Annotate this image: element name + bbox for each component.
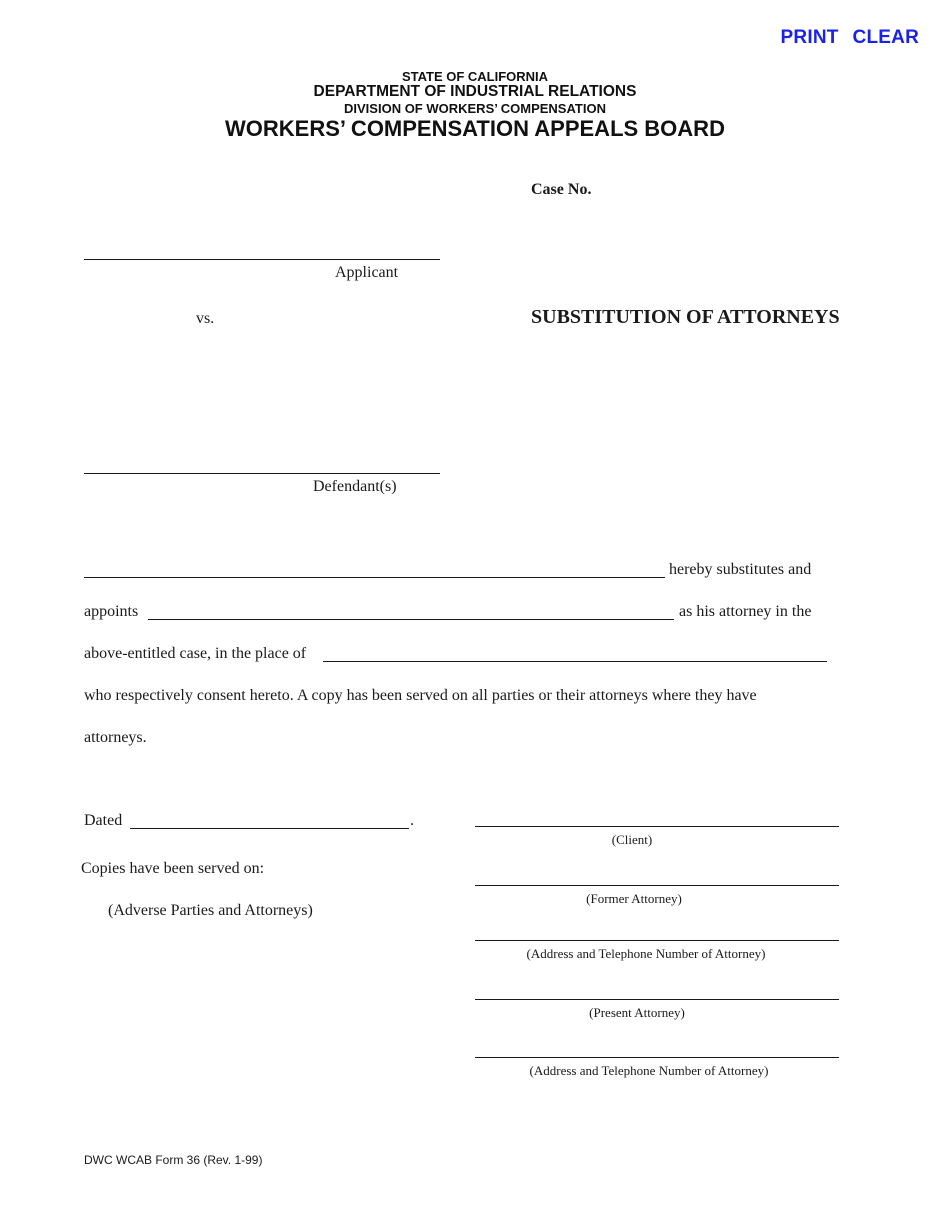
versus-label: vs.	[196, 310, 215, 327]
consent-text: who respectively consent hereto. A copy has been served on all parties or their attorneys where they have	[84, 687, 757, 704]
form-actions	[781, 27, 919, 49]
former-attorney-field[interactable]	[323, 661, 827, 662]
applicant-field[interactable]	[84, 259, 440, 260]
copies-served-label: Copies have been served on:	[81, 860, 265, 877]
form-number: DWC WCAB Form 36 (Rev. 1-99)	[84, 1153, 263, 1167]
dated-label: Dated	[84, 812, 123, 829]
client-signature-line[interactable]	[475, 826, 839, 827]
former-attorney-signature-label: (Former Attorney)	[586, 891, 682, 906]
department-heading: DEPARTMENT OF INDUSTRIAL RELATIONS	[313, 83, 637, 100]
adverse-parties-label: (Adverse Parties and Attorneys)	[108, 902, 313, 919]
substitutes-text: hereby substitutes and	[669, 561, 812, 578]
appoints-text: appoints	[84, 603, 139, 620]
state-heading: STATE OF CALIFORNIA	[401, 69, 549, 84]
defendant-label: Defendant(s)	[313, 478, 397, 495]
document-title: SUBSTITUTION OF ATTORNEYS	[531, 306, 840, 328]
place-of-text: above-entitled case, in the place of	[84, 645, 307, 662]
present-attorney-address-label: (Address and Telephone Number of Attorney)	[529, 1063, 769, 1078]
board-heading: WORKERS’ COMPENSATION APPEALS BOARD	[225, 116, 725, 141]
print-button[interactable]: PRINT	[780, 27, 839, 48]
former-attorney-signature-line[interactable]	[475, 885, 839, 886]
dated-period: .	[410, 812, 414, 829]
client-name-field[interactable]	[84, 577, 665, 578]
present-attorney-address-line[interactable]	[475, 1057, 839, 1058]
attorney-role-text: as his attorney in the	[679, 603, 812, 620]
present-attorney-signature-label: (Present Attorney)	[589, 1005, 685, 1020]
case-number-label: Case No.	[531, 181, 592, 198]
present-attorney-signature-line[interactable]	[475, 999, 839, 1000]
client-signature-label: (Client)	[611, 832, 653, 847]
former-attorney-address-label: (Address and Telephone Number of Attorney)	[526, 946, 766, 961]
defendant-field[interactable]	[84, 473, 440, 474]
attorneys-text: attorneys.	[84, 729, 147, 746]
division-heading: DIVISION OF WORKERS’ COMPENSATION	[344, 101, 606, 116]
new-attorney-field[interactable]	[148, 619, 674, 620]
clear-button[interactable]: CLEAR	[852, 27, 919, 48]
date-field[interactable]	[130, 828, 409, 829]
former-attorney-address-line[interactable]	[475, 940, 839, 941]
applicant-label: Applicant	[335, 264, 399, 281]
